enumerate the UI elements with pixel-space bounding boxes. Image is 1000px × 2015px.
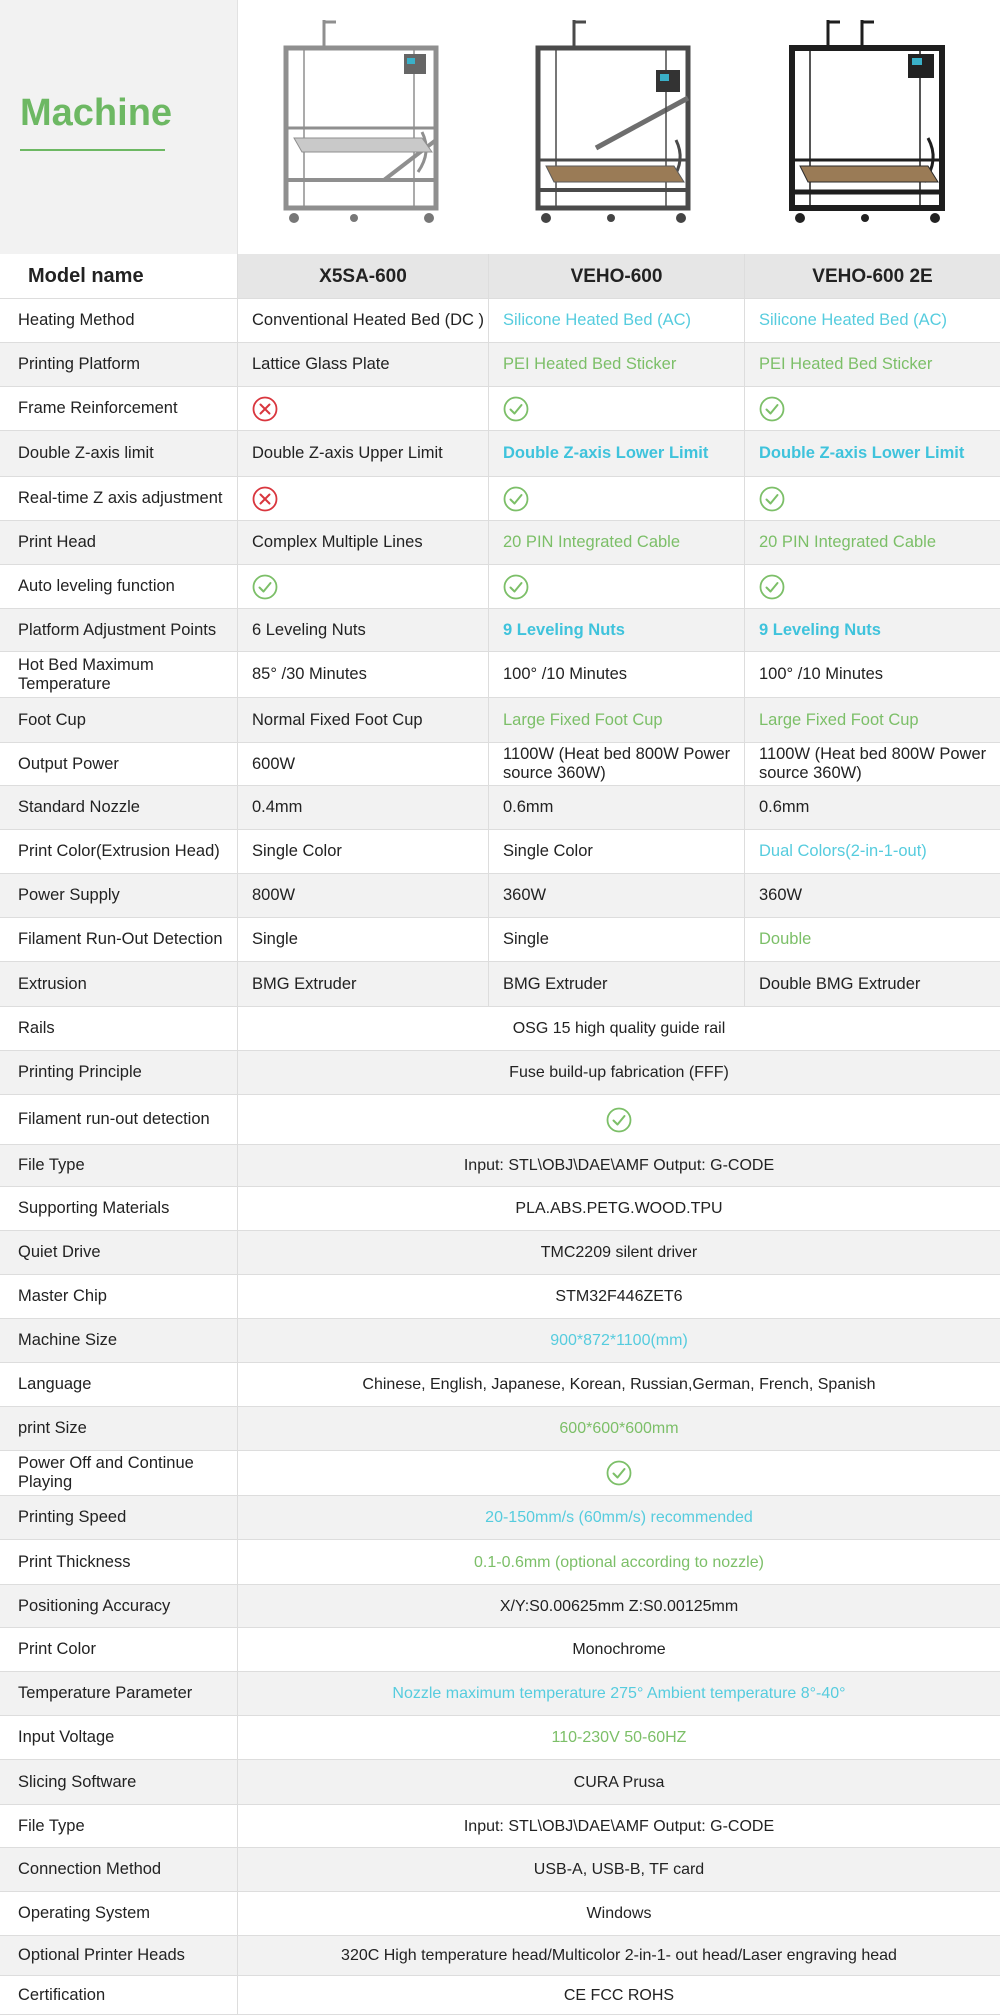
cell-text: Large Fixed Foot Cup [503, 710, 663, 729]
spec-value-all-models [238, 1848, 1000, 1891]
cell-text: BMG Extruder [252, 974, 357, 993]
spec-label: Print Color(Extrusion Head) [0, 830, 238, 873]
cell-text: 0.4mm [252, 798, 303, 816]
spec-value-x5sa-600 [238, 343, 489, 386]
spec-value-x5sa-600 [238, 521, 489, 564]
spec-row [0, 1805, 1000, 1848]
cell-text: X/Y:S0.00625mm Z:S0.00125mm [499, 1597, 739, 1615]
spec-value-x5sa-600 [238, 565, 489, 608]
spec-value-x5sa-600 [238, 299, 489, 342]
spec-value-all-models [238, 1407, 1000, 1450]
spec-value-x5sa-600 [238, 830, 489, 873]
spec-value-all-models [238, 1319, 1000, 1362]
cell-text: 0.1-0.6mm (optional according to nozzle) [474, 1553, 764, 1571]
spec-value-x5sa-600 [238, 786, 489, 829]
cell-text: Normal Fixed Foot Cup [252, 710, 423, 729]
spec-value-all-models [238, 1496, 1000, 1539]
spec-label: Double Z-axis limit [0, 431, 238, 476]
cell-text: Fuse build-up fabrication (FFF) [509, 1064, 729, 1081]
spec-row [0, 387, 1000, 431]
spec-value-x5sa-600 [238, 387, 489, 430]
spec-row [0, 343, 1000, 387]
spec-row [0, 431, 1000, 477]
spec-label: Output Power [0, 743, 238, 785]
spec-value-veho-600-2e [745, 743, 1000, 785]
check-icon [759, 486, 785, 512]
cell-text: USB-A, USB-B, TF card [533, 1861, 705, 1878]
cell-text: 9 Leveling Nuts [759, 620, 881, 639]
spec-label: Printing Platform [0, 343, 238, 386]
spec-value-all-models [238, 1451, 1000, 1495]
check-icon [503, 396, 529, 422]
spec-label: Master Chip [0, 1275, 238, 1318]
spec-value-all-models [238, 1540, 1000, 1584]
cell-text: 20 PIN Integrated Cable [759, 533, 937, 551]
cell-text: Single [252, 930, 298, 948]
spec-value-veho-600-2e [745, 565, 1000, 608]
cell-text: TMC2209 silent driver [540, 1244, 698, 1261]
cell-text: Dual Colors(2-in-1-out) [759, 842, 927, 860]
printer-veho-600 [516, 20, 716, 235]
spec-label: File Type [0, 1145, 238, 1186]
spec-label: Rails [0, 1007, 238, 1050]
spec-label: Heating Method [0, 299, 238, 342]
spec-label: Positioning Accuracy [0, 1585, 238, 1627]
spec-label: Real-time Z axis adjustment [0, 477, 238, 520]
spec-row [0, 521, 1000, 565]
spec-value-all-models [238, 1145, 1000, 1186]
spec-row [0, 1628, 1000, 1672]
printer-veho-600-2e [770, 20, 970, 235]
spec-label: print Size [0, 1407, 238, 1450]
spec-value-veho-600 [489, 918, 745, 961]
cell-text: Windows [586, 1905, 652, 1922]
spec-row [0, 1051, 1000, 1095]
spec-value-all-models [238, 1007, 1000, 1050]
cross-icon [252, 396, 278, 422]
cell-text: BMG Extruder [503, 974, 608, 993]
spec-value-all-models [238, 1892, 1000, 1935]
cell-text: 1100W (Heat bed 800W Power source 360W) [503, 745, 731, 782]
spec-row [0, 1275, 1000, 1319]
cell-text: Single [503, 930, 549, 948]
spec-row [0, 1976, 1000, 2015]
cell-text: 110-230V 50-60HZ [551, 1729, 687, 1746]
spec-value-veho-600 [489, 343, 745, 386]
spec-label: Connection Method [0, 1848, 238, 1891]
printer-x5sa-600 [264, 20, 464, 235]
machine-header [0, 0, 1000, 254]
cell-text: CE FCC ROHS [563, 1986, 675, 2004]
spec-value-all-models [238, 1231, 1000, 1274]
spec-value-veho-600 [489, 299, 745, 342]
cell-text: STM32F446ZET6 [555, 1288, 683, 1305]
spec-row [0, 299, 1000, 343]
spec-value-all-models [238, 1187, 1000, 1230]
spec-row [0, 743, 1000, 786]
cell-text: Input: STL\OBJ\DAE\AMF Output: G-CODE [463, 1817, 775, 1835]
spec-value-veho-600 [489, 830, 745, 873]
spec-value-all-models [238, 1051, 1000, 1094]
spec-value-veho-600 [489, 477, 745, 520]
spec-row [0, 698, 1000, 743]
spec-value-veho-600 [489, 786, 745, 829]
machine-title: Machine [20, 92, 173, 134]
spec-value-x5sa-600 [238, 431, 489, 476]
cell-text: 0.6mm [759, 798, 810, 816]
spec-value-veho-600-2e [745, 477, 1000, 520]
spec-value-veho-600 [489, 565, 745, 608]
cell-text: 20 PIN Integrated Cable [503, 533, 681, 551]
cell-text: PEI Heated Bed Sticker [503, 355, 677, 373]
spec-row [0, 1936, 1000, 1976]
spec-value-all-models [238, 1805, 1000, 1847]
spec-row [0, 1231, 1000, 1275]
spec-value-x5sa-600 [238, 698, 489, 742]
spec-label: Standard Nozzle [0, 786, 238, 829]
spec-row [0, 1145, 1000, 1187]
spec-value-veho-600 [489, 743, 745, 785]
spec-label: Foot Cup [0, 698, 238, 742]
cell-text: 320C High temperature head/Multicolor 2-in-1- out head/Laser engraving head [341, 1947, 897, 1964]
model-name-label: Model name [0, 254, 238, 298]
spec-label: Input Voltage [0, 1716, 238, 1759]
cell-text: Nozzle maximum temperature 275° Ambient temperature 8°-40° [392, 1685, 846, 1702]
check-icon [503, 486, 529, 512]
spec-value-all-models [238, 1936, 1000, 1975]
check-icon [503, 574, 529, 600]
spec-label: Print Head [0, 521, 238, 564]
cell-text: Monochrome [572, 1641, 666, 1658]
cell-text: Conventional Heated Bed (DC ) [252, 311, 485, 329]
spec-value-veho-600-2e [745, 830, 1000, 873]
spec-row [0, 565, 1000, 609]
cell-text: 900*872*1100(mm) [550, 1332, 688, 1349]
spec-value-x5sa-600 [238, 743, 489, 785]
spec-label: Hot Bed Maximum Temperature [0, 652, 238, 697]
spec-value-x5sa-600 [238, 962, 489, 1006]
spec-value-veho-600 [489, 387, 745, 430]
cell-text: Double BMG Extruder [759, 974, 921, 993]
cell-text: 9 Leveling Nuts [503, 620, 625, 639]
cell-text: 20-150mm/s (60mm/s) recommended [485, 1509, 753, 1526]
spec-value-all-models [238, 1760, 1000, 1804]
spec-value-all-models [238, 1976, 1000, 2014]
spec-row [0, 1095, 1000, 1145]
spec-label: Slicing Software [0, 1760, 238, 1804]
spec-row [0, 1672, 1000, 1716]
spec-label: Machine Size [0, 1319, 238, 1362]
spec-value-veho-600-2e [745, 698, 1000, 742]
spec-label: Printing Principle [0, 1051, 238, 1094]
spec-value-all-models [238, 1716, 1000, 1759]
model-name-row [0, 254, 1000, 299]
cell-text: Chinese, English, Japanese, Korean, Russian,German, French, Spanish [362, 1376, 876, 1393]
spec-label: Certification [0, 1976, 238, 2014]
spec-label: Printing Speed [0, 1496, 238, 1539]
spec-label: Operating System [0, 1892, 238, 1935]
spec-value-all-models [238, 1672, 1000, 1715]
spec-row [0, 1407, 1000, 1451]
spec-row [0, 1892, 1000, 1936]
spec-label: Power Supply [0, 874, 238, 917]
spec-value-veho-600 [489, 521, 745, 564]
spec-label: File Type [0, 1805, 238, 1847]
spec-value-veho-600-2e [745, 652, 1000, 697]
spec-label: Quiet Drive [0, 1231, 238, 1274]
spec-value-veho-600-2e [745, 918, 1000, 961]
spec-value-veho-600 [489, 962, 745, 1006]
cell-text: 800W [252, 886, 296, 904]
spec-label: Power Off and Continue Playing [0, 1451, 238, 1495]
spec-value-veho-600 [489, 874, 745, 917]
cell-text: 1100W (Heat bed 800W Power source 360W) [759, 745, 987, 782]
spec-value-veho-600 [489, 609, 745, 651]
spec-value-veho-600-2e [745, 431, 1000, 476]
machine-label-panel [0, 0, 238, 254]
spec-label: Optional Printer Heads [0, 1936, 238, 1975]
spec-value-all-models [238, 1363, 1000, 1406]
check-icon [606, 1107, 632, 1133]
spec-row [0, 1319, 1000, 1363]
spec-value-veho-600-2e [745, 962, 1000, 1006]
spec-value-x5sa-600 [238, 918, 489, 961]
spec-row [0, 609, 1000, 652]
cell-text: Double Z-axis Lower Limit [759, 444, 965, 462]
spec-row [0, 1451, 1000, 1496]
cell-text: PLA.ABS.PETG.WOOD.TPU [515, 1200, 723, 1217]
spec-row [0, 477, 1000, 521]
spec-row [0, 786, 1000, 830]
spec-row [0, 1716, 1000, 1760]
cell-text: 360W [503, 886, 547, 904]
spec-label: Filament run-out detection [0, 1095, 238, 1144]
cell-text: 360W [759, 886, 803, 904]
cell-text: Double Z-axis Upper Limit [252, 444, 443, 462]
cell-text: Single Color [252, 842, 342, 860]
cell-text: CURA Prusa [573, 1773, 665, 1791]
spec-row [0, 1187, 1000, 1231]
spec-row [0, 1007, 1000, 1051]
check-icon [606, 1460, 632, 1486]
spec-row [0, 874, 1000, 918]
spec-value-veho-600-2e [745, 521, 1000, 564]
spec-value-all-models [238, 1095, 1000, 1144]
spec-value-x5sa-600 [238, 652, 489, 697]
cell-text: OSG 15 high quality guide rail [512, 1020, 726, 1037]
cross-icon [252, 486, 278, 512]
cell-text: 0.6mm [503, 798, 554, 816]
cell-text: 100° /10 Minutes [759, 665, 884, 683]
cell-text: Lattice Glass Plate [252, 355, 390, 373]
cell-text: Double [759, 930, 812, 948]
spec-row [0, 962, 1000, 1007]
spec-value-x5sa-600 [238, 609, 489, 651]
cell-text: PEI Heated Bed Sticker [759, 355, 933, 373]
cell-text: Silicone Heated Bed (AC) [503, 311, 692, 329]
spec-label: Language [0, 1363, 238, 1406]
cell-text: 85° /30 Minutes [252, 665, 367, 683]
cell-text: 600W [252, 754, 296, 773]
cell-text: 6 Leveling Nuts [252, 620, 366, 639]
spec-label: Auto leveling function [0, 565, 238, 608]
model-veho-600: VEHO-600 [489, 254, 745, 298]
spec-label: Frame Reinforcement [0, 387, 238, 430]
cell-text: Large Fixed Foot Cup [759, 710, 919, 729]
cell-text: Complex Multiple Lines [252, 533, 423, 551]
check-icon [252, 574, 278, 600]
spec-value-x5sa-600 [238, 477, 489, 520]
spec-label: Print Thickness [0, 1540, 238, 1584]
cell-text: Single Color [503, 842, 593, 860]
title-underline [20, 149, 165, 151]
spec-row [0, 1363, 1000, 1407]
spec-value-veho-600-2e [745, 343, 1000, 386]
spec-value-veho-600-2e [745, 387, 1000, 430]
spec-value-x5sa-600 [238, 874, 489, 917]
spec-value-veho-600-2e [745, 786, 1000, 829]
cell-text: 100° /10 Minutes [503, 665, 628, 683]
model-x5sa-600: X5SA-600 [238, 254, 489, 298]
spec-value-all-models [238, 1628, 1000, 1671]
spec-value-veho-600 [489, 698, 745, 742]
cell-text: 600*600*600mm [559, 1420, 679, 1437]
spec-row [0, 1848, 1000, 1892]
spec-value-veho-600-2e [745, 874, 1000, 917]
spec-value-veho-600-2e [745, 609, 1000, 651]
spec-label: Filament Run-Out Detection [0, 918, 238, 961]
spec-row [0, 918, 1000, 962]
check-icon [759, 396, 785, 422]
cell-text: Input: STL\OBJ\DAE\AMF Output: G-CODE [463, 1157, 775, 1174]
spec-label: Temperature Parameter [0, 1672, 238, 1715]
check-icon [759, 574, 785, 600]
cell-text: Double Z-axis Lower Limit [503, 444, 709, 462]
spec-row [0, 1585, 1000, 1628]
spec-value-veho-600 [489, 431, 745, 476]
spec-label: Platform Adjustment Points [0, 609, 238, 651]
spec-value-all-models [238, 1585, 1000, 1627]
spec-value-all-models [238, 1275, 1000, 1318]
spec-value-veho-600 [489, 652, 745, 697]
spec-label: Supporting Materials [0, 1187, 238, 1230]
spec-row [0, 1496, 1000, 1540]
model-veho-600-2e: VEHO-600 2E [812, 265, 933, 287]
spec-row [0, 1760, 1000, 1805]
spec-label: Print Color [0, 1628, 238, 1671]
spec-row [0, 1540, 1000, 1585]
spec-row [0, 830, 1000, 874]
spec-label: Extrusion [0, 962, 238, 1006]
spec-value-veho-600-2e [745, 299, 1000, 342]
cell-text: Silicone Heated Bed (AC) [759, 311, 948, 329]
spec-row [0, 652, 1000, 698]
